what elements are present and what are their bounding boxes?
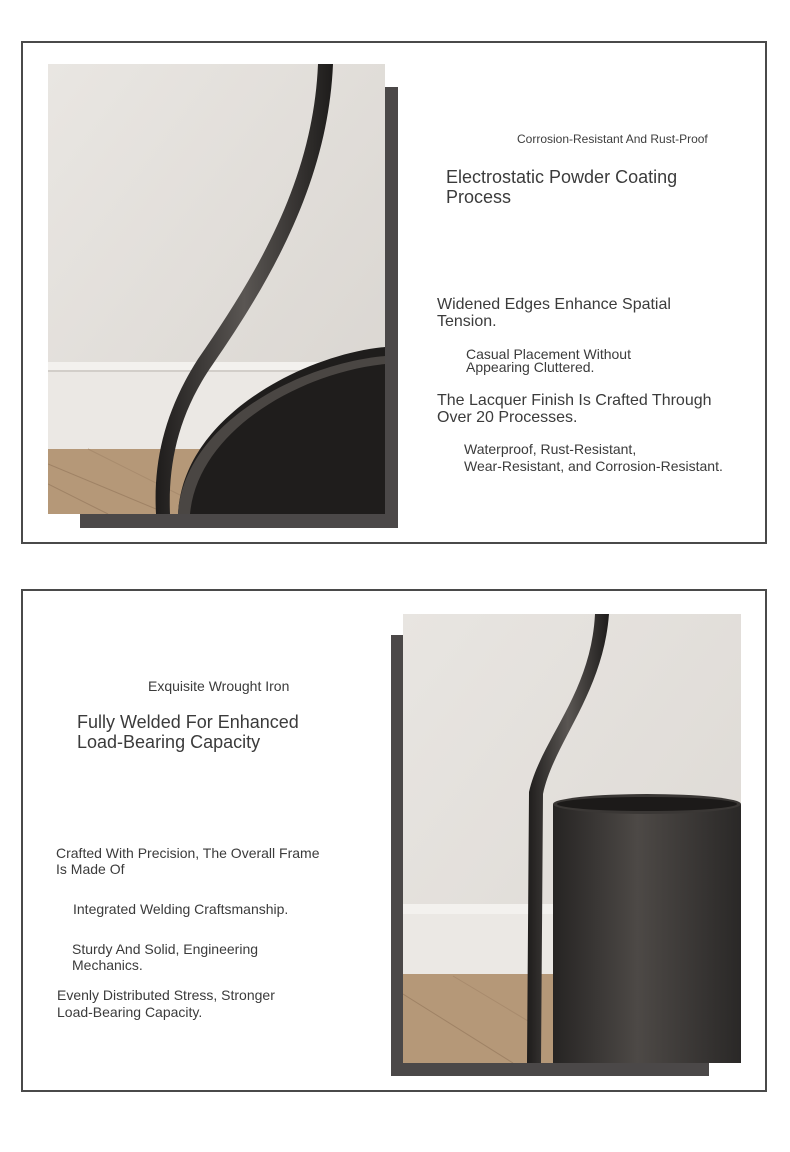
top-feature-1: Widened Edges Enhance Spatial Tension. — [437, 296, 671, 330]
product-photo-top — [48, 64, 385, 514]
product-illustration-bottom — [403, 614, 741, 1063]
product-photo-bottom — [403, 614, 741, 1063]
top-feature-2-sub: Waterproof, Rust-Resistant, Wear-Resistant, and Corrosion-Resistant. — [464, 441, 723, 474]
product-illustration-top — [48, 64, 385, 514]
bottom-tagline: Exquisite Wrought Iron — [148, 678, 290, 694]
bottom-feature-panel — [21, 589, 767, 1092]
bottom-title: Fully Welded For Enhanced Load-Bearing Capacity — [77, 712, 299, 752]
top-feature-panel — [21, 41, 767, 544]
top-feature-1-sub: Casual Placement Without Appearing Cluttered. — [466, 346, 631, 375]
top-feature-2: The Lacquer Finish Is Crafted Through Over 20 Processes. — [437, 392, 712, 426]
bottom-feature-3: Evenly Distributed Stress, Stronger Load-Bearing Capacity. — [57, 987, 275, 1020]
top-tagline: Corrosion-Resistant And Rust-Proof — [517, 132, 708, 146]
bottom-feature-2: Sturdy And Solid, Engineering Mechanics. — [72, 941, 259, 973]
bottom-feature-1: Crafted With Precision, The Overall Frame Is Made Of — [56, 845, 320, 877]
top-title: Electrostatic Powder Coating Process — [446, 167, 678, 207]
bottom-feature-1-sub: Integrated Welding Craftsmanship. — [73, 901, 289, 917]
